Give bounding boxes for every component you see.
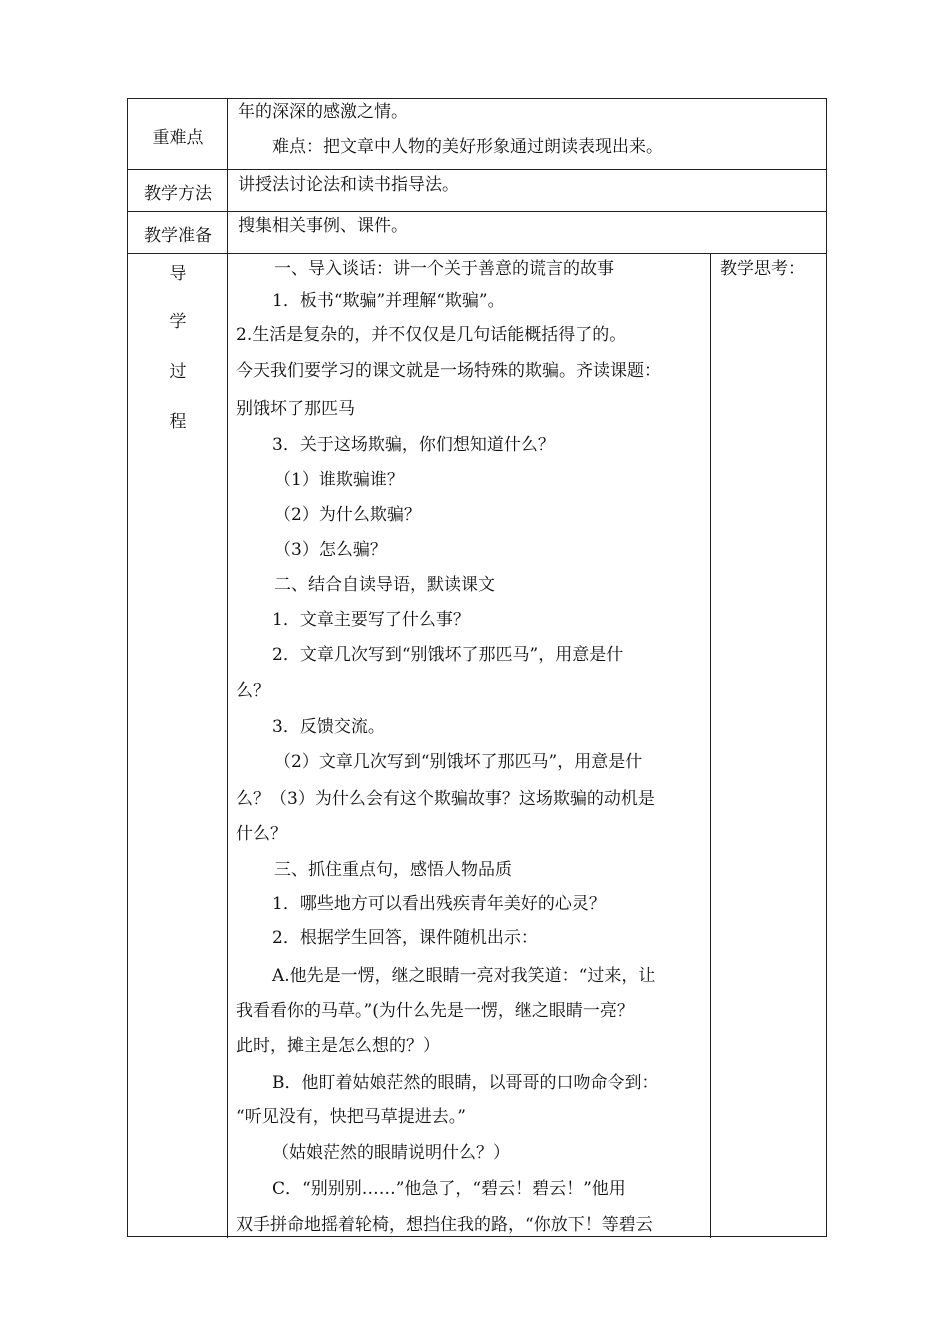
process-line: （2）为什么欺骗？ [274,505,421,525]
process-line: B．他盯着姑娘茫然的眼睛，以哥哥的口吻命令到： [272,1073,659,1093]
process-line: （1）谁欺骗谁？ [274,470,404,490]
process-line: 1．哪些地方可以看出残疾青年美好的心灵？ [272,894,606,914]
preparation-label: 教学准备 [144,226,212,246]
method-text: 讲授法讨论法和读书指导法。 [238,175,459,195]
reflection-label: 教学思考： [720,259,805,279]
process-line: 别饿坏了那匹马 [236,399,355,419]
process-line: 什么？ [236,824,287,844]
process-line: 2．文章几次写到“别饿坏了那匹马”，用意是什 [272,645,624,665]
column-divider [710,253,711,1238]
process-line: 2．根据学生回答，课件随机出示： [272,928,538,948]
difficulty-label: 重难点 [152,128,204,148]
row-divider [128,211,826,212]
process-line: 今天我们要学习的课文就是一场特殊的欺骗。齐读课题： [236,361,661,381]
process-line: “听见没有，快把马草提进去。” [236,1107,466,1127]
preparation-text: 搜集相关事例、课件。 [238,216,408,236]
lesson-plan-table [127,98,827,1237]
process-line: A.他先是一愣，继之眼睛一亮对我笑道：“过来，让 [272,966,656,986]
process-label-char: 程 [169,412,187,432]
process-line: （2）文章几次写到“别饿坏了那匹马”，用意是什 [274,752,643,772]
process-line: （3）怎么骗？ [274,540,387,560]
process-line: 3．关于这场欺骗，你们想知道什么？ [272,435,555,455]
row-divider [128,253,826,254]
method-label: 教学方法 [144,184,212,204]
row-divider [128,169,826,170]
process-line: 二、结合自读导语，默读课文 [274,575,495,595]
difficulty-line: 年的深深的感激之情。 [238,102,408,122]
process-line: 3．反馈交流。 [272,717,385,737]
process-line: 我看看你的马草。”(为什么先是一愣，继之眼睛一亮？ [236,1001,634,1021]
process-line: 双手拼命地摇着轮椅，想挡住我的路，“你放下！等碧云 [236,1215,653,1235]
process-label-char: 学 [169,312,187,332]
process-line: （姑娘茫然的眼睛说明什么？） [272,1143,510,1163]
difficulty-line: 难点：把文章中人物的美好形象通过朗读表现出来。 [272,137,663,157]
process-line: 三、抓住重点句，感悟人物品质 [274,860,512,880]
process-line: 么？ [236,681,270,701]
process-label-char: 过 [169,362,187,382]
process-line: 1．板书“欺骗”并理解“欺骗”。 [272,291,505,311]
process-line: 此时，摊主是怎么想的？） [236,1036,440,1056]
process-line: C．“别别别……”他急了，“碧云！碧云！”他用 [272,1179,626,1199]
process-label-char: 导 [169,264,187,284]
process-line: 2.生活是复杂的，并不仅仅是几句话能概括得了的。 [236,325,627,345]
process-line: 1．文章主要写了什么事？ [272,610,470,630]
process-line: 么？（3）为什么会有这个欺骗故事？这场欺骗的动机是 [236,789,655,809]
process-line: 一、导入谈话：讲一个关于善意的谎言的故事 [274,259,614,279]
